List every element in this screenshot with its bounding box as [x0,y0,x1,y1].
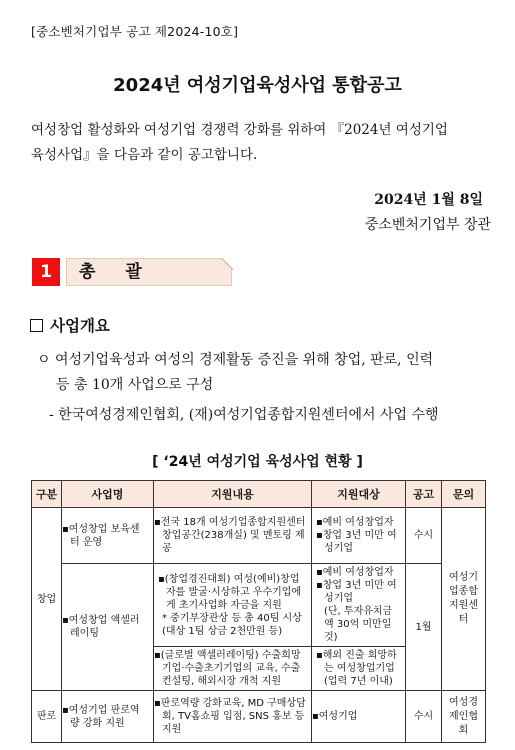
bullet-line-2: 등 총 10개 사업으로 구성 [56,377,214,393]
target-line: ▪창업 3년 미만 여성기업 [316,580,397,604]
page-title: 2024년 여성기업육성사업 통합공고 [113,75,402,96]
target-line: ▪창업 3년 미만 여성기업 [316,530,397,554]
program-notice: 수시 [406,508,442,564]
header-program: 사업명 [62,481,154,508]
target-line: ▪해외 진출 희망하는 여성창업기업 [316,650,397,674]
target-line: ▪예비 여성창업자 [316,567,394,578]
overview-bullet [37,348,492,398]
subheading [30,314,110,336]
intro-line-2: 육성사업』을 다음과 같이 공고합니다. [31,147,258,163]
table-row [32,691,486,743]
intro-line-1: 여성창업 활성화와 여성기업 경쟁력 강화를 위하여 『2024년 여성기업 [31,122,448,138]
table-caption: [ ‘24년 여성기업 육성사업 현황 ] [152,454,363,470]
checkbox-square-icon [30,319,43,332]
program-content: ▪판로역량 강화교육, MD 구매상담회, TV홈쇼핑 입점, SNS 홍보 등 지원 [154,691,312,743]
header-contact: 문의 [442,481,486,508]
program-table [31,480,486,743]
content-line: ▪(창업경진대회) 여성(예비)창업자를 발굴·시상하고 우수기업에게 초기사업화 자금을 지원 [158,573,302,611]
program-name: ▪여성창업 보육센터 운영 [62,508,154,564]
dash-item: - 한국여성경제인협회, (재)여성기업종합지원센터에서 사업 수행 [49,407,439,423]
program-target [312,564,406,647]
content-note: * 중기부장관상 등 총 40팀 시상 (대상 1팀 상금 2천만원 등) [162,612,302,637]
category-startup: 창업 [32,508,62,691]
table-row [32,508,486,564]
program-target: ▪여성기업 [312,691,406,743]
contact-sales: 여성경제인협회 [442,691,486,743]
subheading-text: 사업개요 [50,317,110,335]
table-row [32,564,486,647]
program-target [312,647,406,691]
announcement-date: 2024년 1월 8일 [374,192,483,208]
bullet-line-1: ㅇ 여성기업육성과 여성의 경제활동 증진을 위해 창업, 판로, 인력 [37,352,434,368]
header-notice: 공고 [406,481,442,508]
program-name: ▪여성기업 판로역량 강화 지원 [62,691,154,743]
issuer: 중소벤처기업부 장관 [364,217,491,233]
section-number: 1 [32,258,60,286]
program-name: ▪여성창업 액셀러레이팅 [62,564,154,691]
section-title: 총 괄 [66,258,232,286]
header-target: 지원대상 [312,481,406,508]
target-note: (단, 투자유치금액 30억 미만일 것) [324,606,393,643]
table-header-row [32,481,486,508]
program-content: ▪전국 18개 여성기업종합지원센터 창업공간(238개실) 및 멘토링 제공 [154,508,312,564]
program-notice: 수시 [406,691,442,743]
intro-paragraph [31,118,491,168]
program-content [154,564,312,647]
program-notice: 1월 [406,564,442,691]
header-category: 구분 [32,481,62,508]
program-content: ▪(글로벌 액셀러레이팅) 수출희망기업·수출초기기업의 교육, 수출컨설팅, 해외시장 개척 지원 [154,647,312,691]
target-line: ▪예비 여성창업자 [316,517,394,528]
header-content: 지원내용 [154,481,312,508]
category-sales: 판로 [32,691,62,743]
target-note: (업력 7년 이내) [324,676,393,687]
notice-number: [중소벤처기업부 공고 제2024-10호] [31,24,239,39]
program-target [312,508,406,564]
contact-startup: 여성기업종합지원센터 [442,508,486,691]
